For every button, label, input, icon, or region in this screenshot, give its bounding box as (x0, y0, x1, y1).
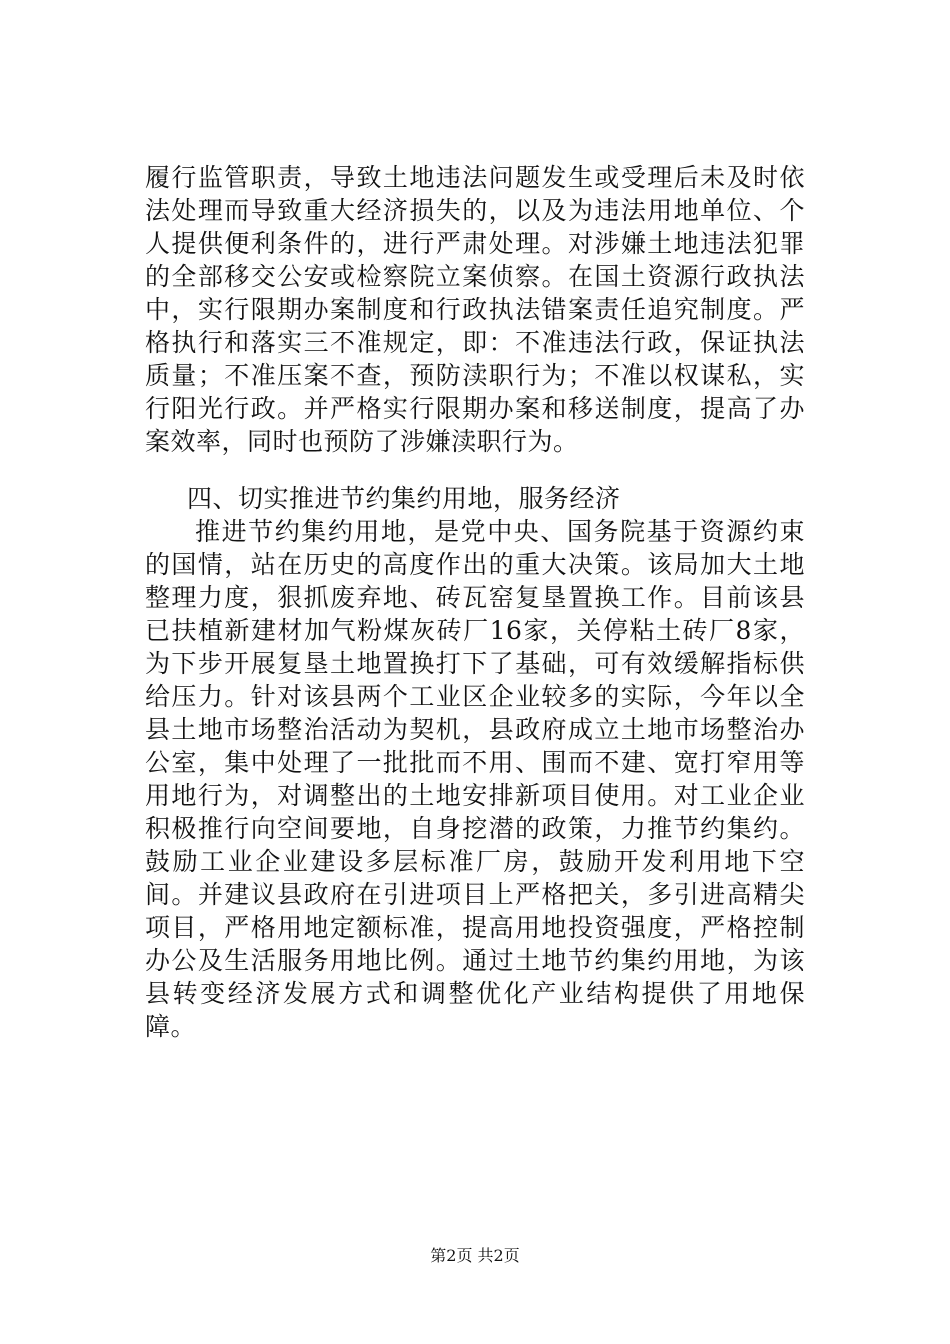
paragraph-spacer (145, 458, 805, 482)
document-body (145, 161, 805, 1043)
body-paragraph-1: 履行监管职责，导致土地违法问题发生或受理后未及时依法处理而导致重大经济损失的，以及为违法用地单位、个人提供便利条件的，进行严肃处理。对涉嫌土地违法犯罪的全部移交公安或检察院立案侦察。在国土资源行政执法中，实行限期办案制度和行政执法错案责任追究制度。严格执行和落实三不准规定，即：不准违法行政，保证执法质量；不准压案不查，预防渎职行为；不准以权谋私，实行阳光行政。并严格实行限期办案和移送制度，提高了办案效率，同时也预防了涉嫌渎职行为。 (145, 163, 805, 456)
body-paragraph-2: 推进节约集约用地，是党中央、国务院基于资源约束的国情，站在历史的高度作出的重大决策。该局加大土地整理力度，狠抓废弃地、砖瓦窑复垦置换工作。目前该县已扶植新建材加气粉煤灰砖厂16家，关停粘土砖厂8家，为下步开展复垦土地置换打下了基础，可有效缓解指标供给压力。针对该县两个工业区企业较多的实际，今年以全县土地市场整治活动为契机，县政府成立土地市场整治办公室，集中处理了一批批而不用、围而不建、宽打窄用等用地行为，对调整出的土地安排新项目使用。对工业企业积极推行向空间要地，自身挖潜的政策，力推节约集约。鼓励工业企业建设多层标准厂房，鼓励开发利用地下空间。并建议县政府在引进项目上严格把关，多引进高精尖项目，严格用地定额标准，提高用地投资强度，严格控制办公及生活服务用地比例。通过土地节约集约用地，为该县转变经济发展方式和调整优化产业结构提供了用地保障。 (145, 517, 805, 1041)
section-heading: 四、切实推进节约集约用地，服务经济 (187, 484, 621, 513)
page-number-footer: 第2页 共2页 (430, 1246, 520, 1265)
